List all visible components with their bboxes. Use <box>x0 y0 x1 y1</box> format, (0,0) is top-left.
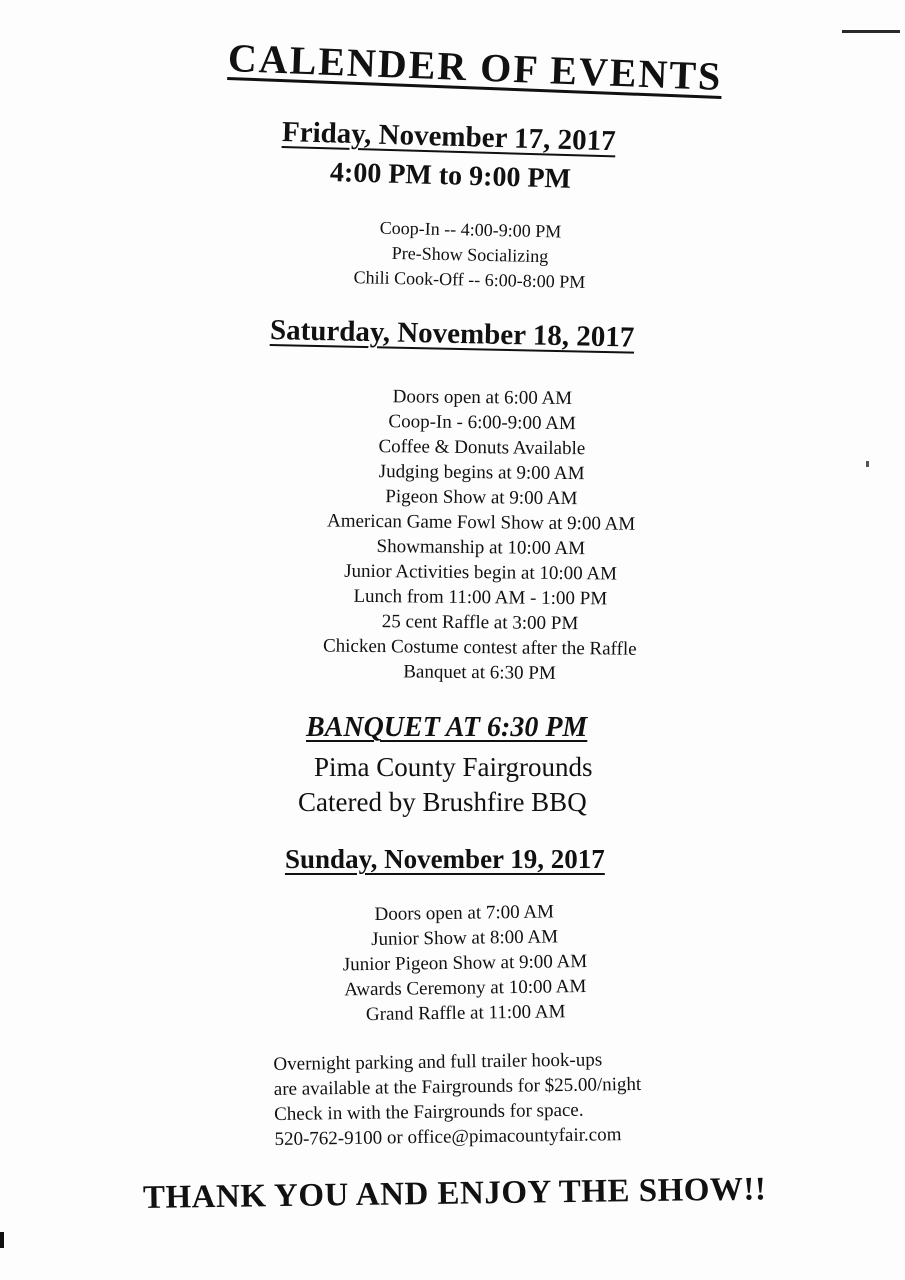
schedule-item: Coffee & Donuts Available <box>378 436 586 460</box>
schedule-item: Banquet at 6:30 PM <box>403 661 556 684</box>
schedule-item: 25 cent Raffle at 3:00 PM <box>381 611 579 635</box>
friday-schedule <box>299 214 640 296</box>
banquet-heading: BANQUET AT 6:30 PM <box>306 712 588 743</box>
schedule-item: Lunch from 11:00 AM - 1:00 PM <box>353 585 608 610</box>
schedule-item: Junior Activities begin at 10:00 AM <box>344 560 618 585</box>
schedule-item: Awards Ceremony at 10:00 AM <box>344 976 587 1001</box>
banquet-caterer: Catered by Brushfire BBQ <box>298 787 587 817</box>
schedule-item: Junior Show at 8:00 AM <box>371 926 559 951</box>
sunday-heading: Sunday, November 19, 2017 <box>285 844 605 874</box>
parking-line: Check in with the Fairgrounds for space. <box>274 1099 584 1125</box>
parking-contact: 520-762-9100 or office@pimacountyfair.com <box>274 1124 622 1150</box>
parking-line: Overnight parking and full trailer hook-ups <box>273 1049 603 1076</box>
parking-line: are available at the Fairgrounds for $25.00/night <box>273 1073 642 1101</box>
schedule-item: Doors open at 7:00 AM <box>374 901 555 925</box>
scan-mark <box>0 1232 4 1248</box>
parking-info <box>273 1047 642 1152</box>
saturday-heading: Saturday, November 18, 2017 <box>269 314 635 354</box>
scan-speck <box>866 461 869 467</box>
schedule-item: Showmanship at 10:00 AM <box>376 536 586 560</box>
schedule-item: Chili Cook-Off -- 6:00-8:00 PM <box>353 267 586 292</box>
sunday-schedule <box>299 898 631 1028</box>
page-title: CALENDER OF EVENTS <box>227 35 724 99</box>
schedule-item: Junior Pigeon Show at 9:00 AM <box>342 950 588 976</box>
saturday-schedule <box>274 383 687 687</box>
schedule-item: American Game Fowl Show at 9:00 AM <box>326 510 636 535</box>
schedule-item: Coop-In -- 4:00-9:00 PM <box>379 217 562 242</box>
schedule-item: Pigeon Show at 9:00 AM <box>385 486 578 510</box>
schedule-item: Grand Raffle at 11:00 AM <box>365 1001 566 1026</box>
closing-message: THANK YOU AND ENJOY THE SHOW!! <box>142 1171 767 1216</box>
schedule-item: Judging begins at 9:00 AM <box>378 461 585 485</box>
scan-mark <box>842 30 900 33</box>
friday-heading: Friday, November 17, 2017 <box>281 116 617 158</box>
friday-time-range: 4:00 PM to 9:00 PM <box>329 157 572 195</box>
schedule-item: Chicken Costume contest after the Raffle <box>322 635 637 660</box>
banquet-venue: Pima County Fairgrounds <box>314 752 593 782</box>
schedule-item: Coop-In - 6:00-9:00 AM <box>388 411 576 435</box>
schedule-item: Pre-Show Socializing <box>391 242 549 267</box>
schedule-item: Doors open at 6:00 AM <box>392 386 573 410</box>
